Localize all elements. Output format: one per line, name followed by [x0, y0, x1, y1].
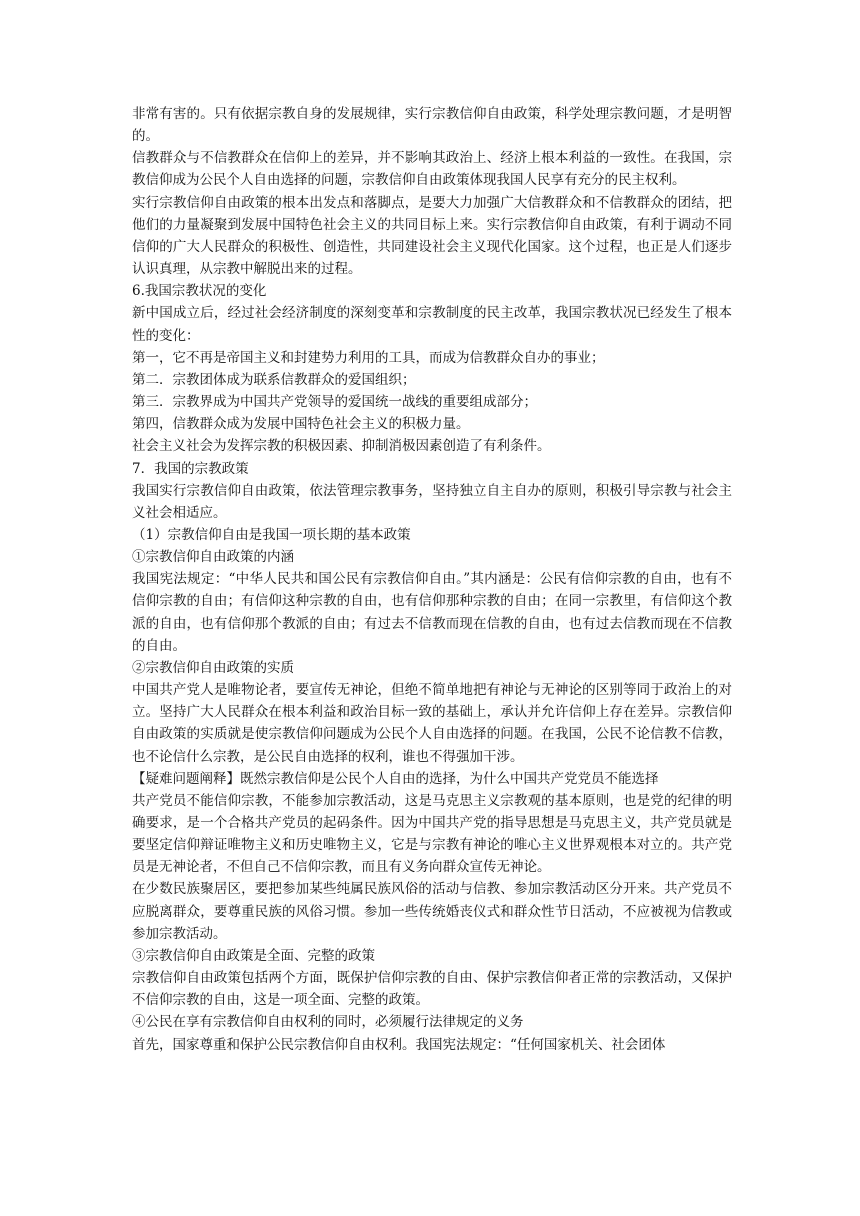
paragraph: 我国实行宗教信仰自由政策，依法管理宗教事务，坚持独立自主自办的原则，积极引导宗教与社会主义社会相适应。	[132, 482, 732, 521]
paragraph: 非常有害的。只有依据宗教自身的发展规律，实行宗教信仰自由政策，科学处理宗教问题，才是明智的。	[132, 106, 732, 145]
paragraph: 社会主义社会为发挥宗教的积极因素、抑制消极因素创造了有利条件。	[132, 438, 551, 455]
paragraph: 信教群众与不信教群众在信仰上的差异，并不影响其政治上、经济上根本利益的一致性。在我国，宗教信仰成为公民个人自由选择的问题，宗教信仰自由政策体现我国人民享有充分的民主权利。	[132, 150, 732, 189]
subsection-heading: ①宗教信仰自由政策的内涵	[132, 549, 294, 566]
paragraph: 首先，国家尊重和保护公民宗教信仰自由权利。我国宪法规定：“任何国家机关、社会团体	[132, 1036, 666, 1053]
paragraph: 共产党员不能信仰宗教，不能参加宗教活动，这是马克思主义宗教观的基本原则，也是党的纪律的明确要求，是一个合格共产党员的起码条件。因为中国共产党的指导思想是马克思主义，共产党员就是要坚定信仰辩证唯物主义和历史唯物主义，它是与宗教有神论的唯心主义世界观根本对立的。共产党员是无神论者，不但自己不信仰宗教，而且有义务向群众宣传无神论。	[132, 792, 732, 876]
document-body	[132, 103, 732, 1056]
subsection-heading: ②宗教信仰自由政策的实质	[132, 659, 294, 676]
subsection-heading: ③宗教信仰自由政策是全面、完整的政策	[132, 947, 375, 964]
section-heading: 7．我国的宗教政策	[132, 460, 249, 477]
list-item: 第三．宗教界成为中国共产党领导的爱国统一战线的重要组成部分；	[132, 394, 537, 411]
paragraph: 宗教信仰自由政策包括两个方面，既保护信仰宗教的自由、保护宗教信仰者正常的宗教活动，又保护不信仰宗教的自由，这是一项全面、完整的政策。	[132, 970, 732, 1009]
list-item: 第二．宗教团体成为联系信教群众的爱国组织；	[132, 371, 416, 388]
list-item: 第一，它不再是帝国主义和封建势力利用的工具，而成为信教群众自办的事业；	[132, 349, 605, 366]
subsection-heading: ④公民在享有宗教信仰自由权利的同时，必须履行法律规定的义务	[132, 1014, 524, 1031]
paragraph: 在少数民族聚居区，要把参加某些纯属民族风俗的活动与信教、参加宗教活动区分开来。共产党员不应脱离群众，要尊重民族的风俗习惯。参加一些传统婚丧仪式和群众性节日活动，不应被视为信教或参加宗教活动。	[132, 881, 732, 942]
paragraph: 中国共产党人是唯物论者，要宣传无神论，但绝不简单地把有神论与无神论的区别等同于政治上的对立。坚持广大人民群众在根本利益和政治目标一致的基础上，承认并允许信仰上存在差异。宗教信仰自由政策的实质就是使宗教信仰问题成为公民个人自由选择的问题。在我国，公民不论信教不信教，也不论信什么宗教，是公民自由选择的权利，谁也不得强加干涉。	[132, 682, 732, 765]
paragraph: 我国宪法规定：“中华人民共和国公民有宗教信仰自由。”其内涵是：公民有信仰宗教的自由，也有不信仰宗教的自由；有信仰这种宗教的自由，也有信仰那种宗教的自由；在同一宗教里，有信仰这个教派的自由，也有信仰那个教派的自由；有过去不信教而现在信教的自由，也有过去信教而现在不信教的自由。	[132, 571, 732, 654]
subsection-heading: （1）宗教信仰自由是我国一项长期的基本政策	[132, 526, 411, 543]
paragraph: 实行宗教信仰自由政策的根本出发点和落脚点，是要大力加强广大信教群众和不信教群众的团结，把他们的力量凝聚到发展中国特色社会主义的共同目标上来。实行宗教信仰自由政策，有利于调动不同信仰的广大人民群众的积极性、创造性，共同建设社会主义现代化国家。这个过程，也正是人们逐步认识真理，从宗教中解脱出来的过程。	[132, 194, 732, 278]
paragraph: 新中国成立后，经过社会经济制度的深刻变革和宗教制度的民主改革，我国宗教状况已经发生了根本性的变化：	[132, 305, 732, 344]
question-heading: 【疑难问题阐释】既然宗教信仰是公民个人自由的选择，为什么中国共产党党员不能选择	[132, 770, 659, 787]
section-heading: 6.我国宗教状况的变化	[132, 283, 267, 300]
list-item: 第四，信教群众成为发展中国特色社会主义的积极力量。	[132, 416, 470, 433]
